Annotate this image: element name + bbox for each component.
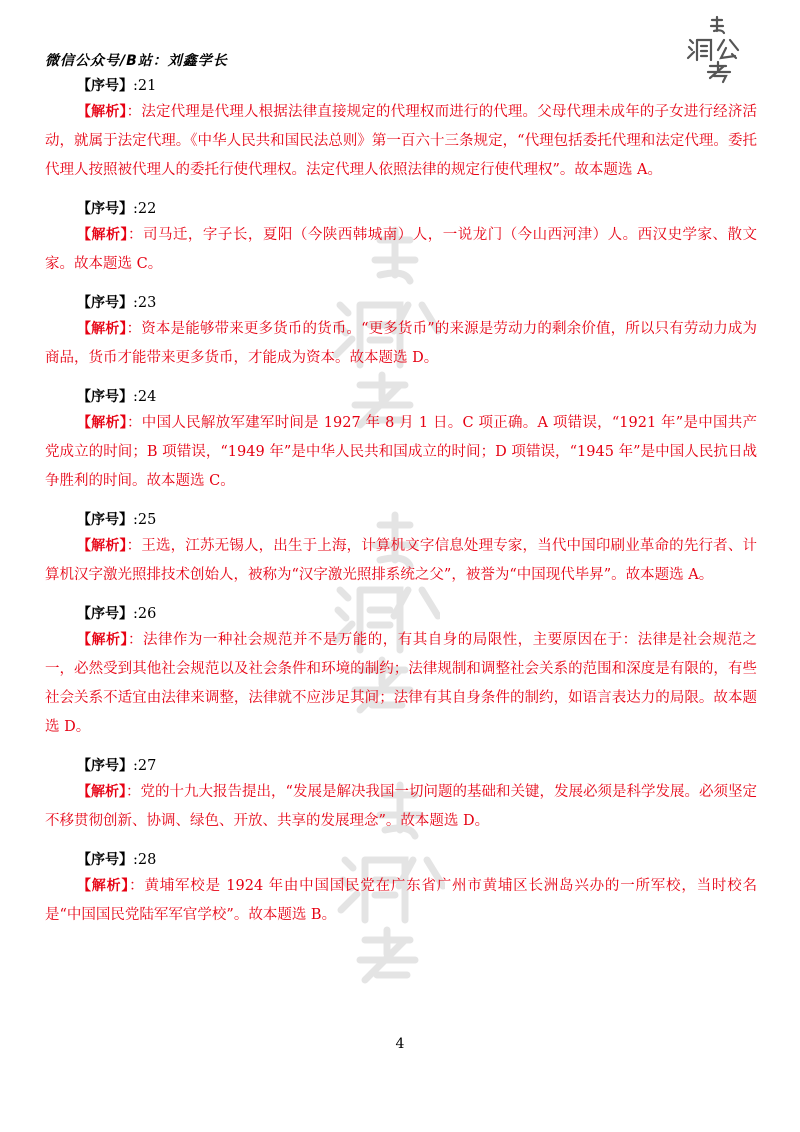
seq-value: :25 <box>133 512 157 528</box>
analysis-body: ：黄埔军校是 1924 年由中国国民党在广东省广州市黄埔区长洲岛兴办的一所军校，当时校名是“中国国民党陆军军官学校”。故本题选 B。 <box>45 878 757 923</box>
analysis-body: ：法定代理是代理人根据法律直接规定的代理权而进行的代理。父母代理未成年的子女进行经济活动，就属于法定代理。《中华人民共和国民法总则》第一百六十三条规定，“代理包括委托代理和法定代理。委托代理人按照被代理人的委托行使代理权。法定代理人依照法律的规定行使代理权”。故本题选 A。 <box>45 104 758 178</box>
answer-entry <box>45 385 757 496</box>
analysis-text <box>45 98 757 185</box>
analysis-text <box>45 221 757 279</box>
analysis-label: 【解析】 <box>77 227 128 243</box>
seq-label: 【序号】 <box>77 389 133 405</box>
answer-entry <box>45 754 757 836</box>
analysis-text <box>45 778 757 836</box>
seq-label: 【序号】 <box>77 295 133 311</box>
seq-label: 【序号】 <box>77 606 133 622</box>
analysis-body: ：党的十九大报告提出，“发展是解决我国一切问题的基础和关键，发展必须是科学发展。必须坚定不移贯彻创新、协调、绿色、开放、共享的发展理念”。故本题选 D。 <box>45 784 757 829</box>
question-number <box>45 508 757 532</box>
answer-entry <box>45 74 757 185</box>
source-header: 微信公众号/B站：刘鑫学长 <box>45 53 228 69</box>
analysis-label: 【解析】 <box>77 538 127 554</box>
analysis-body: ：资本是能够带来更多货币的货币。“更多货币”的来源是劳动力的剩余价值，所以只有劳动力成为商品，货币才能带来更多货币，才能成为资本。故本题选 D。 <box>45 321 758 366</box>
seq-value: :26 <box>133 606 157 622</box>
question-number <box>45 848 757 872</box>
answer-entry <box>45 848 757 930</box>
analysis-text <box>45 872 757 930</box>
seq-value: :22 <box>133 201 157 217</box>
seq-label: 【序号】 <box>77 512 133 528</box>
analysis-text <box>45 315 757 373</box>
question-number <box>45 197 757 221</box>
analysis-body: ：王选，江苏无锡人，出生于上海，计算机文字信息处理专家，当代中国印刷业革命的先行者、计算机汉字激光照排技术创始人，被称为“汉字激光照排系统之父”，被誉为“中国现代毕昇”。故本题选 A。 <box>45 538 758 583</box>
seq-label: 【序号】 <box>77 852 133 868</box>
question-number <box>45 602 757 626</box>
analysis-text <box>45 626 757 742</box>
seq-value: :27 <box>133 758 157 774</box>
analysis-label: 【解析】 <box>77 321 127 337</box>
seq-label: 【序号】 <box>77 758 133 774</box>
seq-label: 【序号】 <box>77 78 133 94</box>
answer-list <box>45 74 757 942</box>
answer-entry <box>45 508 757 590</box>
seq-value: :28 <box>133 852 157 868</box>
analysis-label: 【解析】 <box>77 415 128 431</box>
analysis-text <box>45 409 757 496</box>
seq-value: :21 <box>133 78 157 94</box>
analysis-label: 【解析】 <box>77 878 130 894</box>
analysis-body: ：中国人民解放军建军时间是 1927 年 8 月 1 日。C 项正确。A 项错误，“1921 年”是中国共产党成立的时间；B 项错误，“1949 年”是中华人民共和国成立的时间；D 项错误，“1945 年”是中国人民抗日战争胜利的时间。故本题选 C。 <box>45 415 758 489</box>
answer-entry <box>45 197 757 279</box>
analysis-label: 【解析】 <box>77 104 127 120</box>
answer-entry <box>45 602 757 742</box>
seq-value: :23 <box>133 295 157 311</box>
analysis-text <box>45 532 757 590</box>
analysis-label: 【解析】 <box>77 632 128 648</box>
seq-value: :24 <box>133 389 157 405</box>
question-number <box>45 754 757 778</box>
question-number <box>45 385 757 409</box>
seq-label: 【序号】 <box>77 201 133 217</box>
answer-entry <box>45 291 757 373</box>
question-number <box>45 291 757 315</box>
analysis-body: ：司马迁，字子长，夏阳（今陕西韩城南）人，一说龙门（今山西河津）人。西汉史学家、散文家。故本题选 C。 <box>45 227 758 272</box>
analysis-label: 【解析】 <box>77 784 127 800</box>
question-number <box>45 74 757 98</box>
page-number: 4 <box>395 1036 405 1052</box>
analysis-body: ：法律作为一种社会规范并不是万能的，有其自身的局限性，主要原因在于：法律是社会规范之一，必然受到其他社会规范以及社会条件和环境的制约；法律规制和调整社会关系的范围和深度是有限的，有些社会关系不适宜由法律来调整，法律就不应涉足其间；法律有其自身条件的制约，如语言表达力的局限。故本题选 D。 <box>45 632 758 735</box>
